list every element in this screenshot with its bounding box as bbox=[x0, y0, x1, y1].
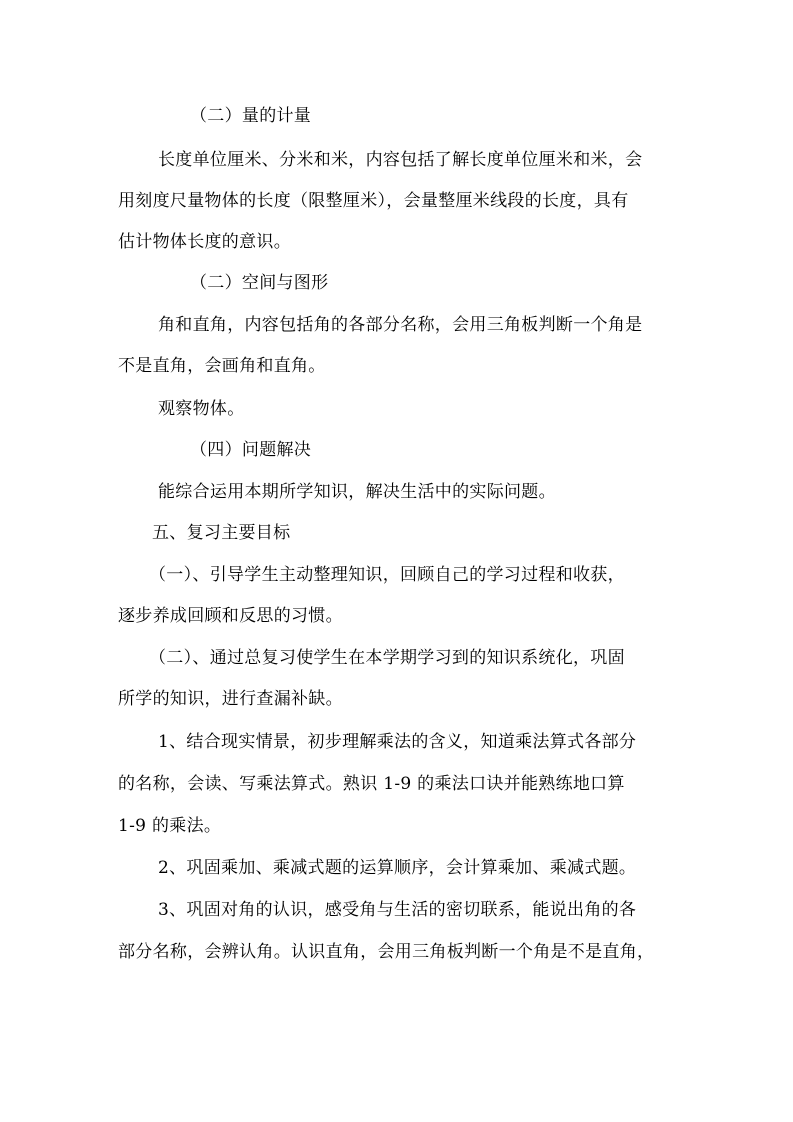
paragraph-line: 1-9 的乘法。 bbox=[118, 816, 222, 836]
paragraph-line: （一）、引导学生主动整理知识，回顾自己的学习过程和收获， bbox=[149, 565, 625, 585]
paragraph-line: 的名称，会读、写乘法算式。熟识 1-9 的乘法口诀并能熟练地口算 bbox=[118, 774, 625, 794]
paragraph-line: 角和直角，内容包括角的各部分名称，会用三角板判断一个角是 bbox=[158, 315, 643, 335]
heading-review-goals: 五、复习主要目标 bbox=[152, 523, 291, 543]
paragraph-line: 所学的知识，进行查漏补缺。 bbox=[118, 689, 343, 709]
paragraph-line: 观察物体。 bbox=[158, 399, 245, 419]
paragraph-line: （二）、通过总复习使学生在本学期学习到的知识系统化，巩固 bbox=[149, 648, 625, 668]
paragraph-line: 2、巩固乘加、乘减式题的运算顺序，会计算乘加、乘减式题。 bbox=[158, 858, 637, 878]
paragraph-line: 3、巩固对角的认识，感受角与生活的密切联系，能说出角的各 bbox=[158, 900, 637, 920]
paragraph-line: 长度单位厘米、分米和米，内容包括了解长度单位厘米和米，会 bbox=[158, 150, 643, 170]
paragraph-line: 用刻度尺量物体的长度（限整厘米），会量整厘米线段的长度，具有 bbox=[118, 191, 629, 211]
paragraph-line: 部分名称，会辨认角。认识直角，会用三角板判断一个角是不是直角， bbox=[118, 942, 655, 962]
heading-problem-solving: （四）问题解决 bbox=[190, 440, 312, 460]
paragraph-line: 能综合运用本期所学知识，解决生活中的实际问题。 bbox=[158, 482, 556, 502]
paragraph-line: 1、结合现实情景，初步理解乘法的含义，知道乘法算式各部分 bbox=[158, 732, 637, 752]
heading-space-and-shapes: （二）空间与图形 bbox=[190, 273, 329, 293]
paragraph-line: 不是直角，会画角和直角。 bbox=[118, 356, 326, 376]
paragraph-line: 估计物体长度的意识。 bbox=[118, 232, 291, 252]
heading-measurement: （二）量的计量 bbox=[190, 106, 312, 126]
paragraph-line: 逐步养成回顾和反思的习惯。 bbox=[118, 606, 343, 626]
